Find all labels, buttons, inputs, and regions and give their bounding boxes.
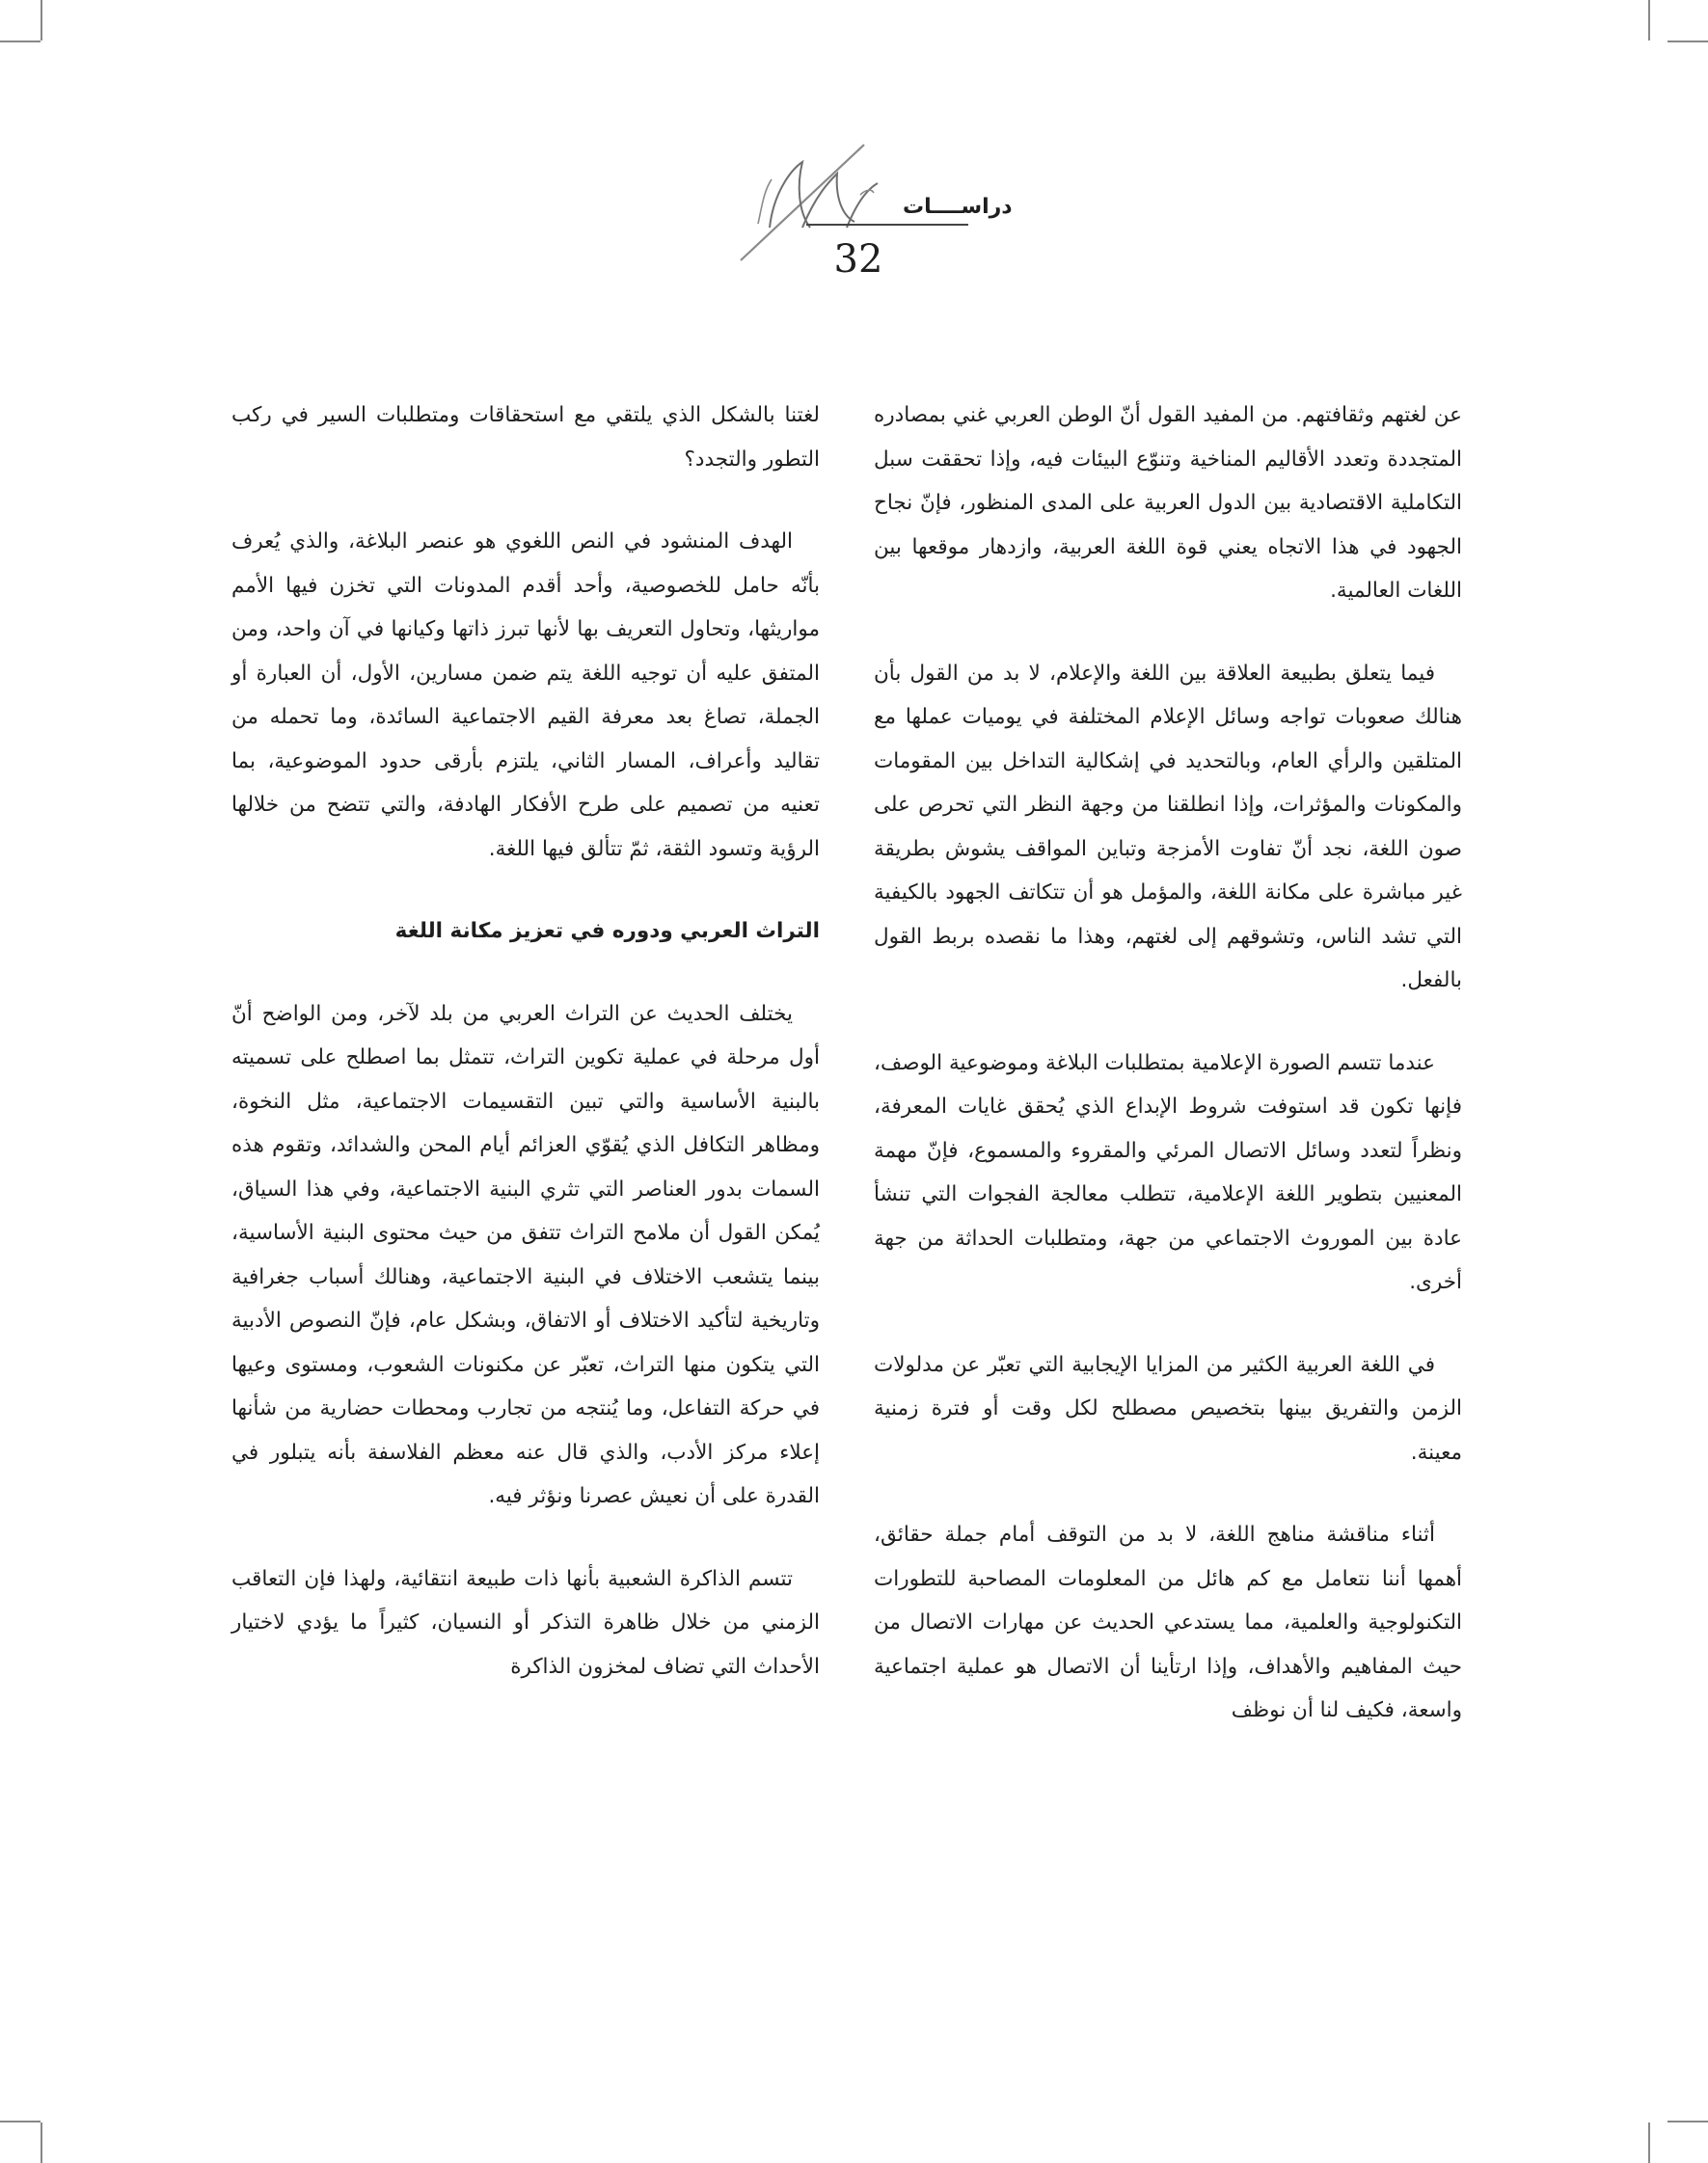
paragraph: عندما تتسم الصورة الإعلامية بمتطلبات البلاغة وموضوعية الوصف، فإنها تكون قد استوفت شروط الإبداع الذي يُحقق غايات المعرفة، ونظراً لتعدد وسائل الاتصال المرئي والمقروء والمسموع، فإنّ مهمة المعنيين بتطوير اللغة الإعلامية، تتطلب معالجة الفجوات التي تنشأ عادة بين الموروث الاجتماعي من جهة، ومتطلبات الحداثة من جهة أخرى. xyxy=(874,1050,1462,1294)
right-column xyxy=(874,393,1462,1771)
paragraph: الهدف المنشود في النص اللغوي هو عنصر البلاغة، والذي يُعرف بأنّه حامل للخصوصية، وأحد أقدم المدونات التي تخزن فيها الأمم مواريثها، وتحاول التعريف بها لأنها تبرز ذاتها وكيانها في آن واحد، ومن المتفق عليه أن توجيه اللغة يتم ضمن مسارين، الأول، أن العبارة أو الجملة، تصاغ بعد معرفة القيم الاجتماعية السائدة، وما تحمله من تقاليد وأعراف، المسار الثاني، يلتزم بأرقى حدود الموضوعية، بما تعنيه من تصميم على طرح الأفكار الهادفة، والتي تتضح من خلالها الرؤية وتسود الثقة، ثمّ تتألق فيها اللغة. xyxy=(231,529,820,861)
crop-mark-bottom-left-h xyxy=(0,2121,41,2122)
paragraph: يختلف الحديث عن التراث العربي من بلد لآخر، ومن الواضح أنّ أول مرحلة في عملية تكوين التراث، تتمثل بما اصطلح على تسميته بالبنية الأساسية والتي تبين التقسيمات الاجتماعية، مثل النخوة، ومظاهر التكافل الذي يُقوّي العزائم أيام المحن والشدائد، وتقوم هذه السمات بدور العناصر التي تثري البنية الاجتماعية، وفي هذا السياق، يُمكن القول أن ملامح التراث تتفق من حيث محتوى البنية الأساسية، بينما يتشعب الاختلاف في البنية الاجتماعية، وهنالك أسباب جغرافية وتاريخية لتأكيد الاختلاف أو الاتفاق، وبشكل عام، فإنّ النصوص الأدبية التي يتكون منها التراث، تعبّر عن مكنونات الشعوب، ومستوى وعيها في حركة التفاعل، وما يُنتجه من تجارب ومحطات حضارية من شأنها إعلاء مركز الأدب، والذي قال عنه معظم الفلاسفة بأنه يتبلور في القدرة على أن نعيش عصرنا ونؤثر فيه. xyxy=(231,1001,820,1508)
crop-mark-top-left-h xyxy=(0,41,41,42)
crop-mark-bottom-right xyxy=(1648,2122,1650,2163)
crop-mark-top-right-h xyxy=(1667,41,1708,42)
left-column xyxy=(231,393,820,1727)
section-label: دراســــات xyxy=(903,195,1013,219)
paragraph: فيما يتعلق بطبيعة العلاقة بين اللغة والإعلام، لا بد من القول بأن هنالك صعوبات تواجه وسائل الإعلام المختلفة في يوميات عملها مع المتلقين والرأي العام، وبالتحديد في إشكالية التداخل بين المقومات والمكونات والمؤثرات، وإذا انطلقنا من وجهة النظر التي تحرص على صون اللغة، نجد أنّ تفاوت الأمزجة وتباين المواقف يشوش بطريقة غير مباشرة على مكانة اللغة، والمؤمل هو أن تتكاتف الجهود بالكيفية التي تشد الناس، وتشوقهم إلى لغتهم، وهذا ما نقصده بربط القول بالفعل. xyxy=(874,661,1462,992)
crop-mark-top-right xyxy=(1648,0,1650,41)
paragraph: تتسم الذاكرة الشعبية بأنها ذات طبيعة انتقائية، ولهذا فإن التعاقب الزمني من خلال ظاهرة التذكر أو النسيان، كثيراً ما يؤدي لاختيار الأحداث التي تضاف لمخزون الذاكرة xyxy=(231,1566,820,1679)
page-header xyxy=(617,135,1061,289)
section-heading: التراث العربي ودوره في تعزيز مكانة اللغة xyxy=(394,919,820,943)
paragraph: عن لغتهم وثقافتهم. من المفيد القول أنّ الوطن العربي غني بمصادره المتجددة وتعدد الأقاليم المناخية وتنوّع البيئات فيه، وإذا تحققت سبل التكاملية الاقتصادية بين الدول العربية على المدى المنظور، فإنّ نجاح الجهود في هذا الاتجاه يعني قوة اللغة العربية، وازدهار موقعها بين اللغات العالمية. xyxy=(874,403,1462,603)
crop-mark-top-left xyxy=(41,0,42,41)
paragraph: لغتنا بالشكل الذي يلتقي مع استحقاقات ومتطلبات السير في ركب التطور والتجدد؟ xyxy=(231,403,820,472)
crop-mark-bottom-left xyxy=(41,2122,42,2163)
paragraph: في اللغة العربية الكثير من المزايا الإيجابية التي تعبّر عن مدلولات الزمن والتفريق بينها بتخصيص مصطلح لكل وقت أو فترة زمنية معينة. xyxy=(874,1352,1462,1465)
page-number: 32 xyxy=(833,237,883,282)
header-rule xyxy=(806,224,968,226)
paragraph: أثناء مناقشة مناهج اللغة، لا بد من التوقف أمام جملة حقائق، أهمها أننا نتعامل مع كم هائل من المعلومات المصاحبة للتطورات التكنولوجية والعلمية، مما يستدعي الحديث عن مهارات الاتصال من حيث المفاهيم والأهداف، وإذا ارتأينا أن الاتصال هو عملية اجتماعية واسعة، فكيف لنا أن نوظف xyxy=(874,1523,1462,1722)
crop-mark-bottom-right-h xyxy=(1667,2121,1708,2122)
